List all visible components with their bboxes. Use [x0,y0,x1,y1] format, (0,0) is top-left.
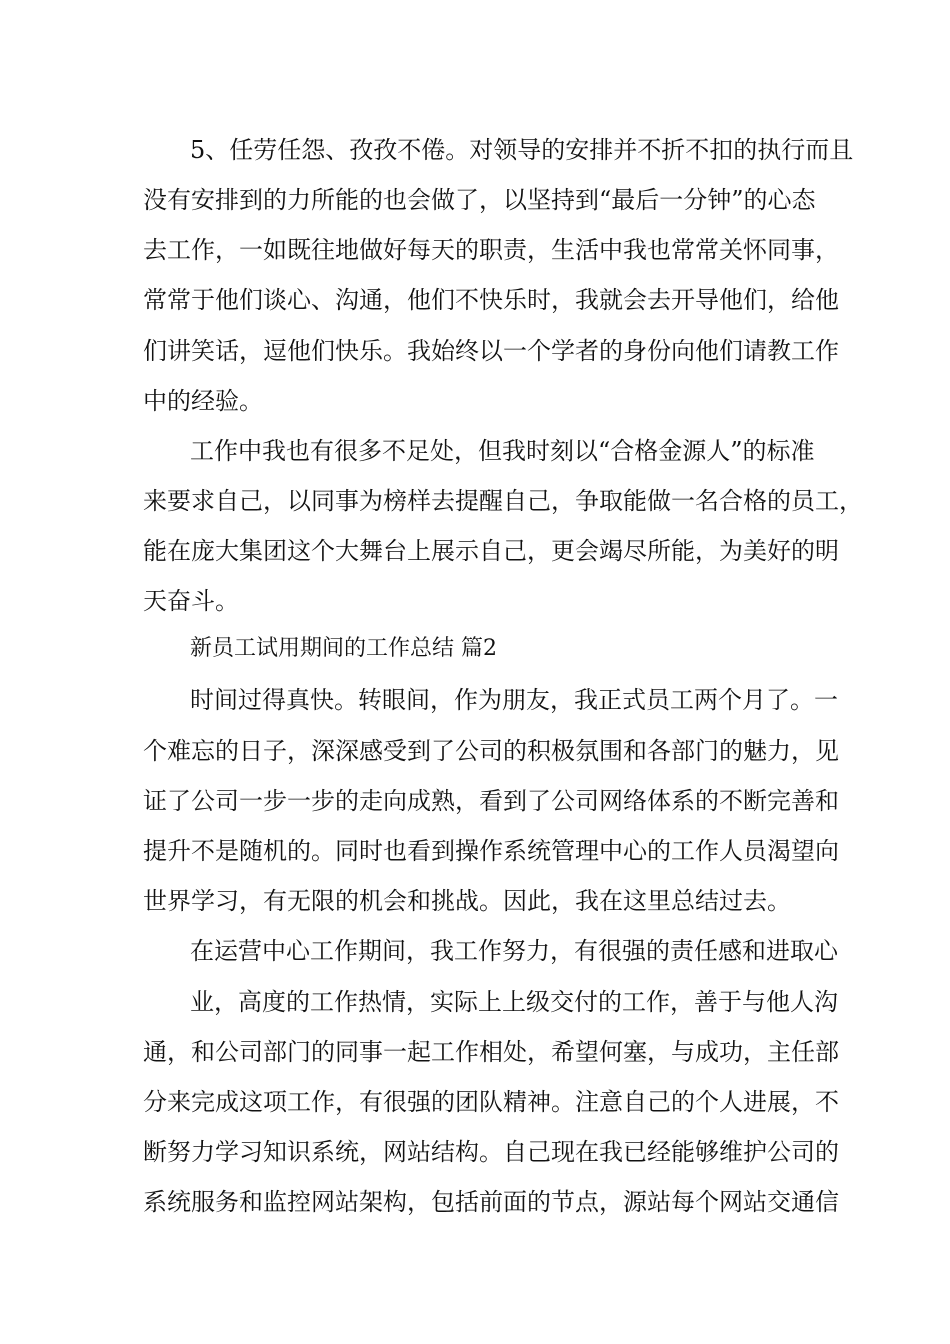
paragraph-line: 工作中我也有很多不足处，但我时刻以“合格金源人”的标准 [190,437,815,465]
paragraph-line: 能在庞大集团这个大舞台上展示自己，更会竭尽所能，为美好的明 [143,537,839,565]
paragraph-line: 常常于他们谈心、沟通，他们不快乐时，我就会去开导他们，给他 [143,286,839,314]
paragraph-line: 没有安排到的力所能的也会做了，以坚持到“最后一分钟”的心态 [143,186,816,214]
paragraph-line: 中的经验。 [143,387,263,415]
paragraph-line: 在运营中心工作期间，我工作努力，有很强的责任感和进取心 [190,937,838,965]
paragraph-line: 时间过得真快。转眼间，作为朋友，我正式员工两个月了。一 [190,686,838,714]
paragraph-line: 世界学习，有无限的机会和挑战。因此，我在这里总结过去。 [143,887,791,915]
paragraph-line: 断努力学习知识系统，网站结构。自己现在我已经能够维护公司的 [143,1138,839,1166]
paragraph-line: 证了公司一步一步的走向成熟，看到了公司网络体系的不断完善和 [143,787,839,815]
paragraph-line: 天奋斗。 [143,587,239,615]
paragraph-line: 5、任劳任怨、孜孜不倦。对领导的安排并不折不扣的执行而且 [190,136,854,164]
paragraph-line: 通，和公司部门的同事一起工作相处，希望何塞，与成功，主任部 [143,1038,839,1066]
paragraph-line: 系统服务和监控网站架构，包括前面的节点，源站每个网站交通信 [143,1188,839,1216]
paragraph-line: 业，高度的工作热情，实际上上级交付的工作，善于与他人沟 [190,988,838,1016]
paragraph-line: 来要求自己，以同事为榜样去提醒自己，争取能做一名合格的员工， [143,487,863,515]
paragraph-line: 分来完成这项工作，有很强的团队精神。注意自己的个人进展，不 [143,1088,839,1116]
paragraph-line: 们讲笑话，逗他们快乐。我始终以一个学者的身份向他们请教工作 [143,337,839,365]
paragraph-line: 提升不是随机的。同时也看到操作系统管理中心的工作人员渴望向 [143,837,839,865]
paragraph-line: 去工作，一如既往地做好每天的职责，生活中我也常常关怀同事， [143,236,839,264]
paragraph-line: 个难忘的日子，深深感受到了公司的积极氛围和各部门的魅力，见 [143,737,839,765]
section-heading: 新员工试用期间的工作总结 篇2 [190,636,497,661]
